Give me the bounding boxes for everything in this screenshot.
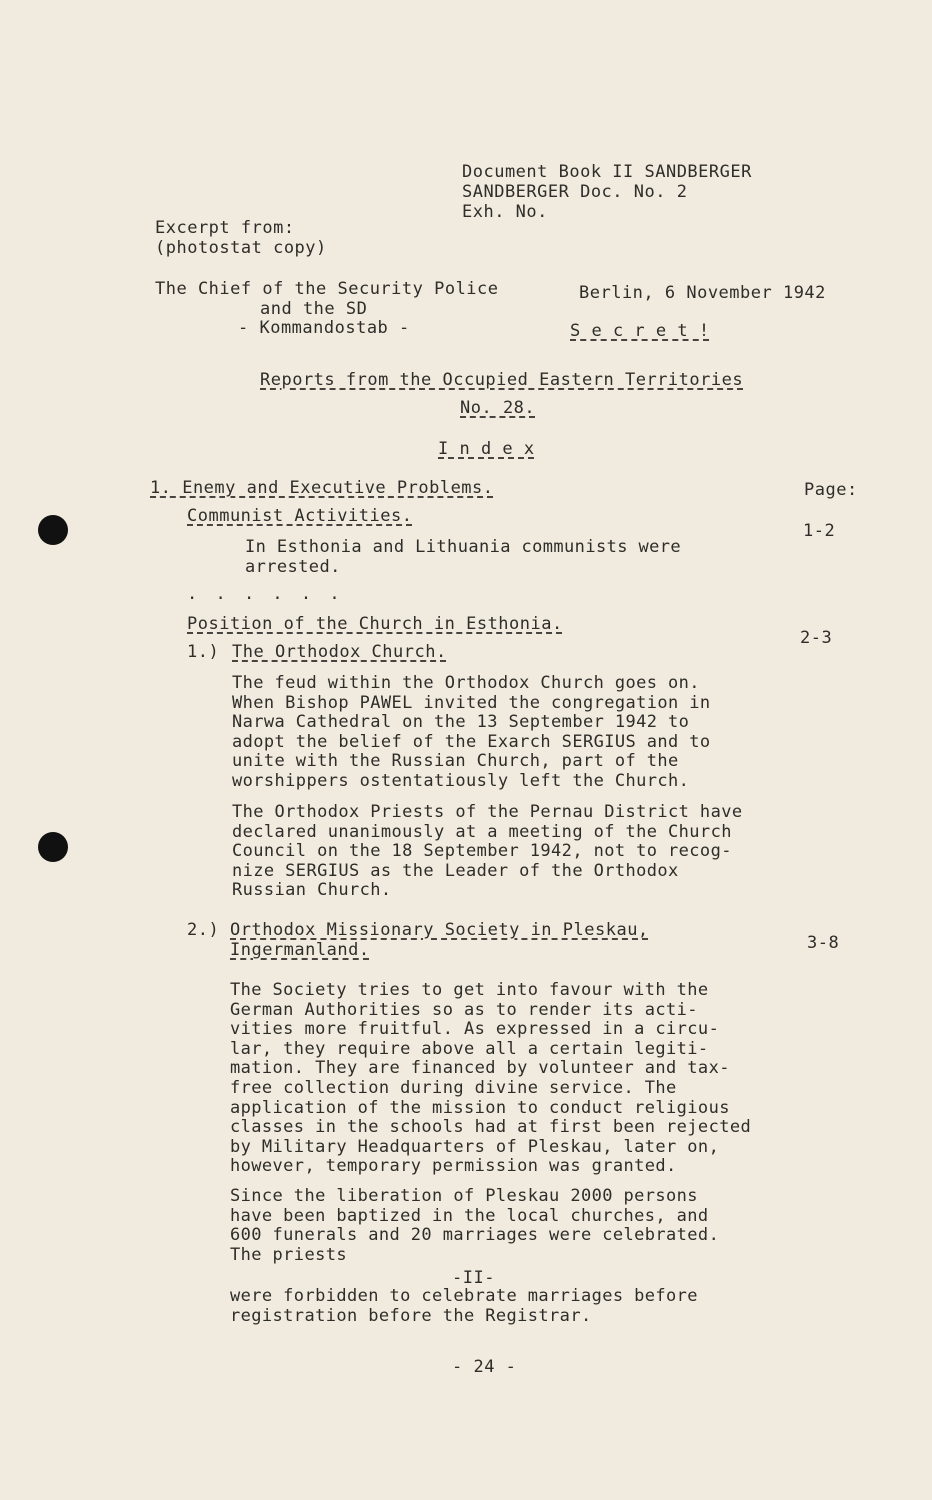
photostat-label: (photostat copy) (155, 238, 327, 258)
mission-heading: Ingermanland. (230, 940, 370, 960)
text-line: Since the liberation of Pleskau 2000 persons (230, 1186, 698, 1206)
text-line: 600 funerals and 20 marriages were celebrated. (230, 1225, 720, 1246)
page-number: - 24 - (452, 1357, 517, 1377)
subsection-number: 2.) (187, 920, 220, 940)
exhibit-line: Exh. No. (462, 202, 548, 222)
page-column-label: Page: (804, 480, 858, 500)
text-line: The priests (230, 1244, 347, 1265)
text-line: nize SERGIUS as the Leader of the Orthodox (232, 860, 679, 881)
page-marker: -II- (452, 1268, 495, 1288)
communist-heading: Communist Activities. (187, 506, 413, 526)
text-line: Council on the 18 September 1942, not to recog- (232, 841, 732, 862)
mission-paragraph-1 (230, 981, 751, 1177)
text-line: The feud within the Orthodox Church goes on. (232, 673, 700, 693)
doc-book-line: Document Book II SANDBERGER (462, 162, 752, 182)
mission-pages: 3-8 (807, 933, 840, 953)
orthodox-heading: The Orthodox Church. (232, 642, 447, 662)
text-line: however, temporary permission was granted. (230, 1156, 677, 1177)
text-line: registration before the Registrar. (230, 1305, 592, 1326)
text-line: by Military Headquarters of Pleskau, later on, (230, 1136, 720, 1157)
text-line: mation. They are financed by volunteer and tax- (230, 1058, 730, 1079)
church-heading: Position of the Church in Esthonia. (187, 614, 563, 634)
subsection-number: 1.) (187, 642, 220, 662)
sender-line: The Chief of the Security Police (155, 279, 499, 299)
report-title: Reports from the Occupied Eastern Territories (260, 370, 744, 390)
excerpt-label: Excerpt from: (155, 218, 295, 238)
text-line: have been baptized in the local churches, and (230, 1205, 709, 1226)
text-line: declared unanimously at a meeting of the Church (232, 821, 732, 842)
ellipsis: . . . . . . (187, 584, 344, 604)
text-line: worshippers ostentatiously left the Church. (232, 770, 690, 791)
text-line: The Orthodox Priests of the Pernau District have (232, 802, 743, 822)
punch-hole (38, 515, 68, 545)
secret-stamp: S e c r e t ! (570, 321, 710, 341)
mission-heading: Orthodox Missionary Society in Pleskau, (230, 920, 649, 940)
communist-text (245, 538, 681, 577)
church-pages: 2-3 (800, 628, 833, 648)
sender-line: and the SD (260, 299, 368, 319)
place-date: Berlin, 6 November 1942 (579, 283, 826, 303)
text-line: adopt the belief of the Exarch SERGIUS and to (232, 731, 711, 752)
text-line: unite with the Russian Church, part of the (232, 751, 679, 772)
text-line: Narwa Cathedral on the 13 September 1942 to (232, 712, 690, 733)
text-line: Russian Church. (232, 880, 392, 901)
punch-hole (38, 832, 68, 862)
text-line: In Esthonia and Lithuania communists were (245, 537, 682, 557)
sender-line: - Kommandostab - (238, 318, 410, 338)
report-number: No. 28. (460, 398, 536, 418)
text-line: classes in the schools had at first been rejected (230, 1117, 752, 1138)
orthodox-paragraph-1 (232, 674, 711, 792)
text-line: were forbidden to celebrate marriages before (230, 1286, 698, 1306)
text-line: lar, they require above all a certain legiti- (230, 1038, 709, 1059)
text-line: The Society tries to get into favour with the (230, 980, 709, 1000)
text-line: vities more fruitful. As expressed in a circu- (230, 1019, 720, 1040)
text-line: application of the mission to conduct religious (230, 1097, 730, 1118)
text-line: arrested. (245, 556, 341, 577)
section-heading: 1. Enemy and Executive Problems. (150, 478, 494, 498)
text-line: free collection during divine service. The (230, 1077, 677, 1098)
text-line: When Bishop PAWEL invited the congregation in (232, 692, 711, 713)
mission-paragraph-3 (230, 1287, 698, 1326)
index-heading: I n d e x (438, 439, 535, 459)
mission-paragraph-2 (230, 1187, 719, 1265)
communist-pages: 1-2 (803, 521, 836, 541)
doc-number-line: SANDBERGER Doc. No. 2 (462, 182, 688, 202)
orthodox-paragraph-2 (232, 803, 742, 901)
text-line: German Authorities so as to render its acti- (230, 999, 698, 1020)
